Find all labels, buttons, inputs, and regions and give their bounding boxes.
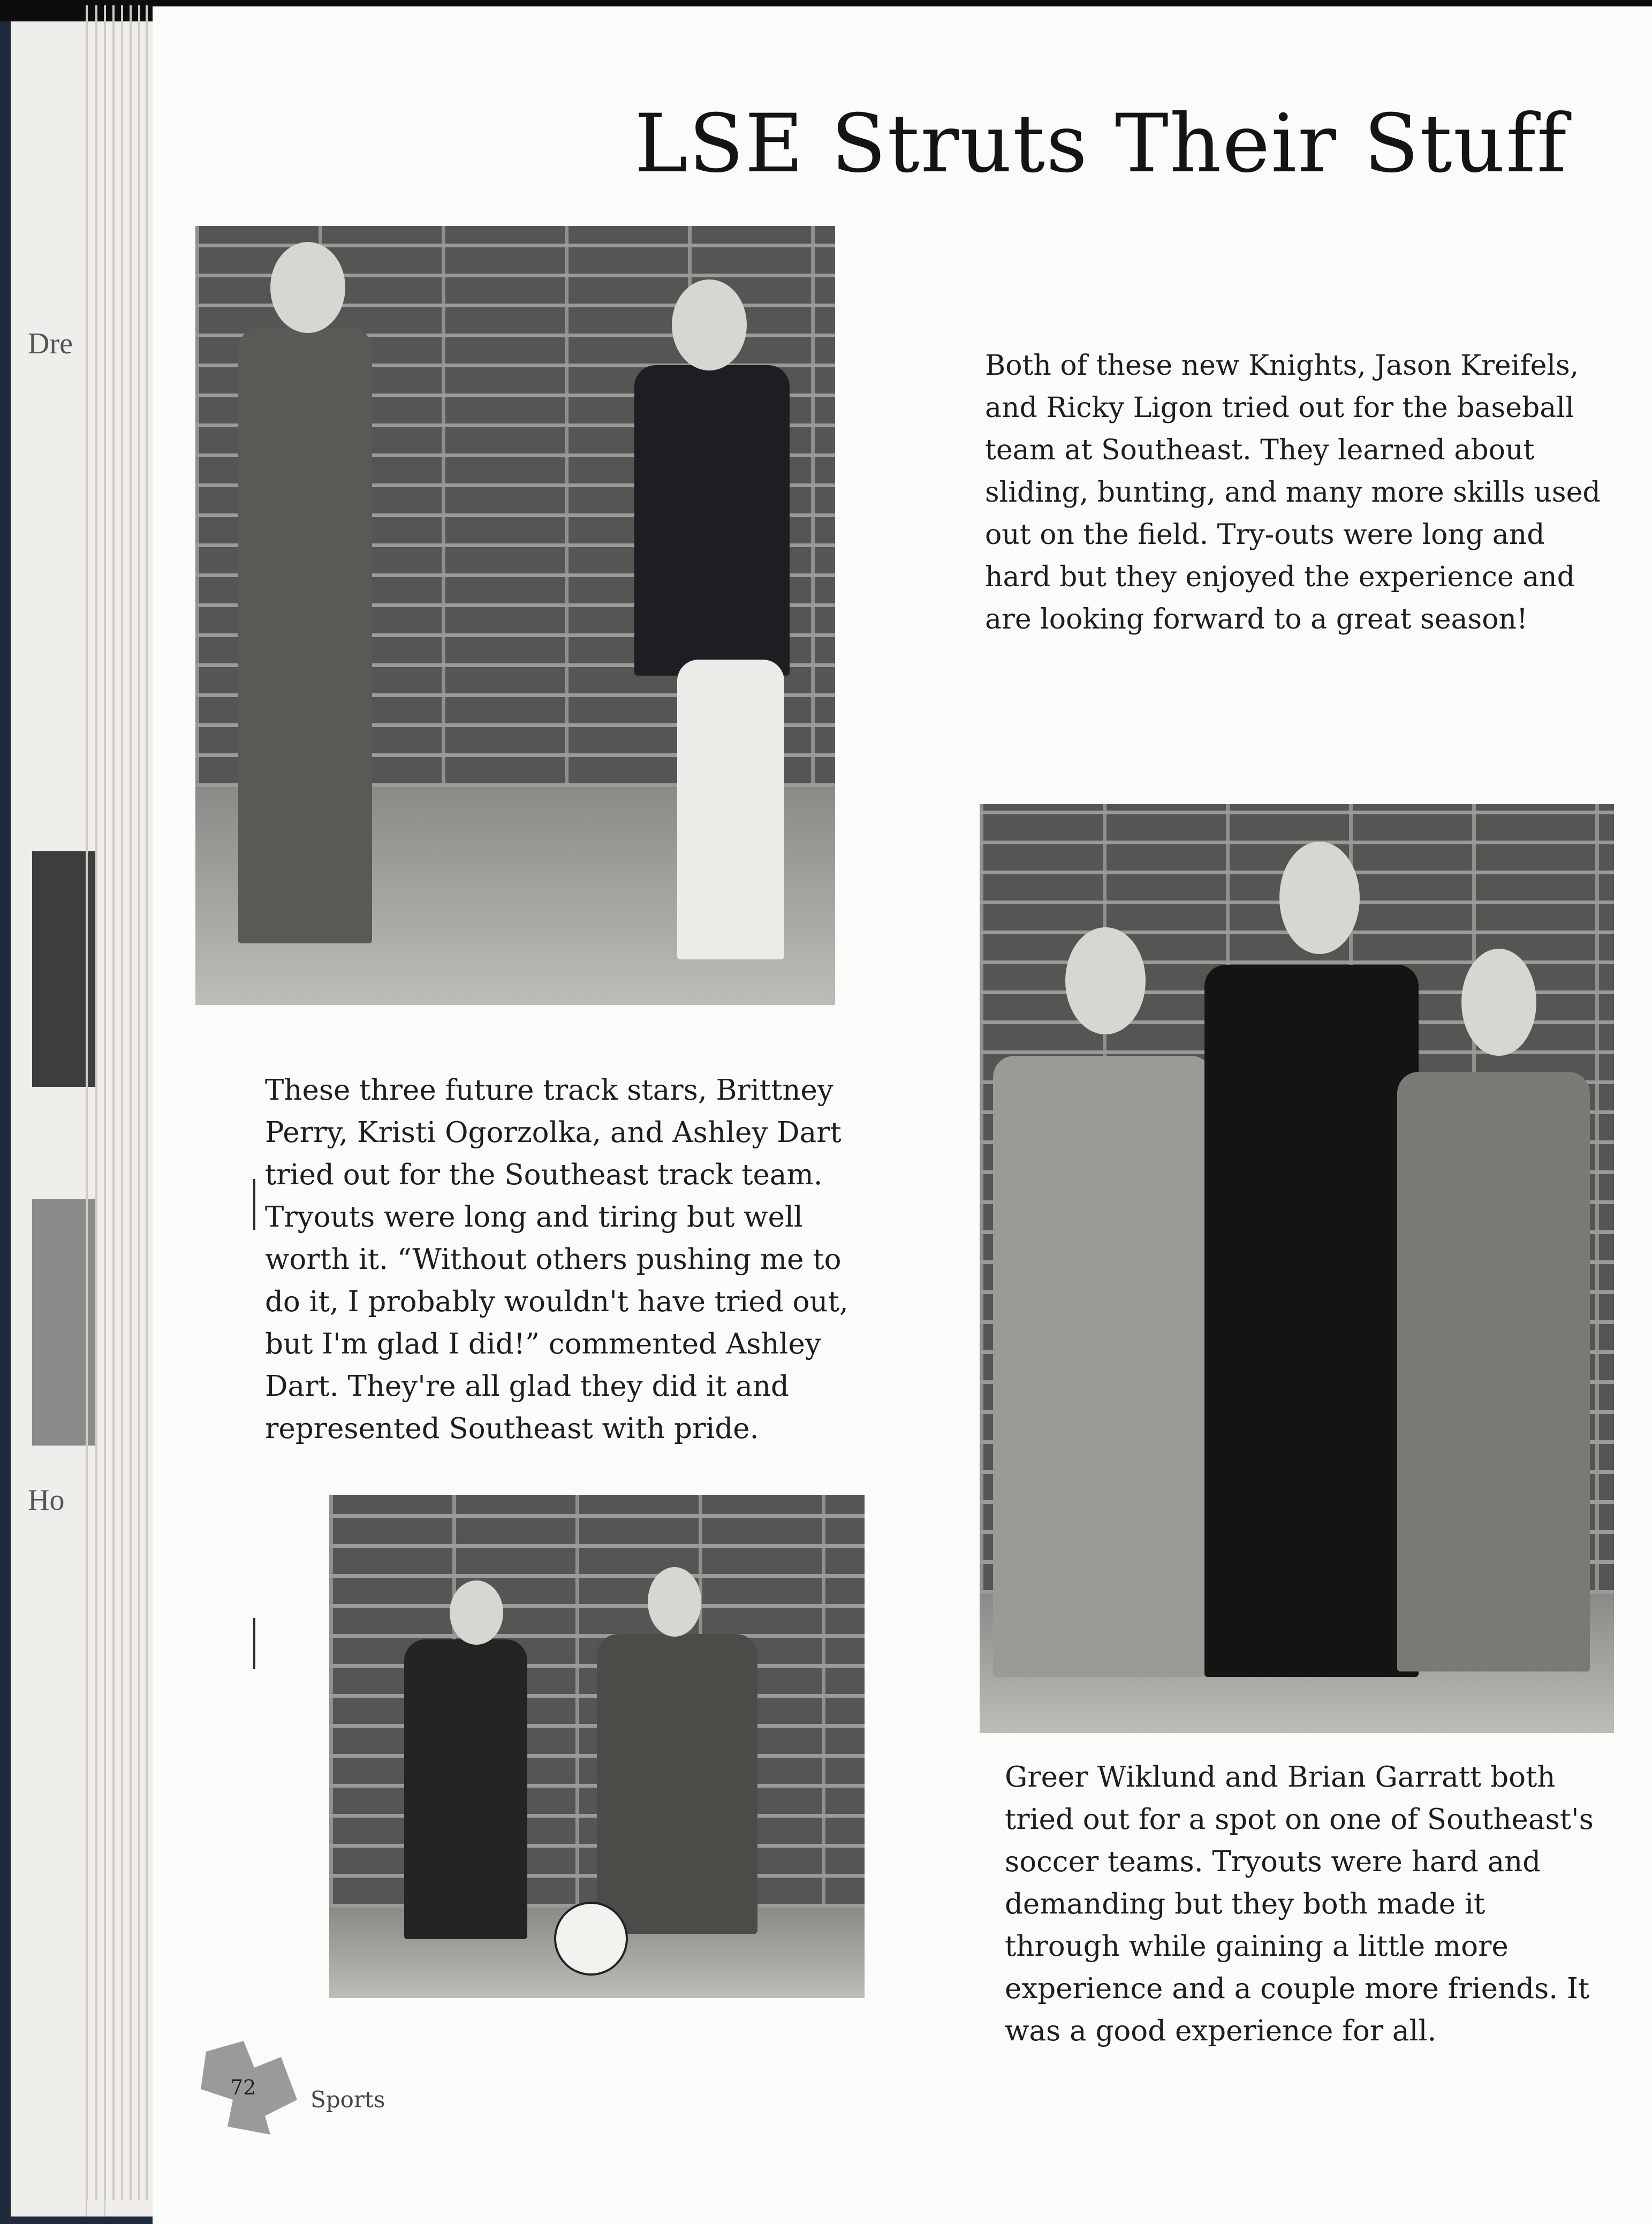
section-name: Sports xyxy=(310,2086,385,2113)
baseball-photo xyxy=(195,226,835,1005)
soccer-caption: Greer Wiklund and Brian Garratt both tried out for a spot on one of Southeast's soccer teams. Tryouts were hard and demanding but they both made it through while gaining a little more experience and a couple more friends. It was a good experience for all. xyxy=(1005,1761,1594,2047)
binding-mark xyxy=(253,1618,255,1669)
track-caption: These three future track stars, Brittney Perry, Kristi Ogorzolka, and Ashley Dart tried out for the Southeast track team. Tryouts were long and tiring but well worth it. “Without others pushing me to do it, I probably wouldn't have tried out, but I'm glad I did!” commented Ashley Dart. They're all glad they did it and represented Southeast with pride. xyxy=(265,1074,848,1445)
margin-fragment-top: Dre xyxy=(28,327,73,360)
soccer-photo xyxy=(329,1495,865,1998)
binding-mark xyxy=(253,1179,255,1230)
page-number: 72 xyxy=(230,2076,256,2099)
margin-fragment-bottom: Ho xyxy=(28,1484,65,1517)
track-photo xyxy=(980,804,1614,1733)
page-title: LSE Struts Their Stuff xyxy=(634,97,1568,191)
yearbook-page xyxy=(153,6,1652,2224)
page-edge-stack xyxy=(86,0,161,2224)
baseball-caption: Both of these new Knights, Jason Kreifels, and Ricky Ligon tried out for the baseball team at Southeast. They learned about sliding, bunting, and many more skills used out on the field. Try-outs were long and hard but they enjoyed the experience and are looking forward to a great season! xyxy=(985,350,1601,636)
